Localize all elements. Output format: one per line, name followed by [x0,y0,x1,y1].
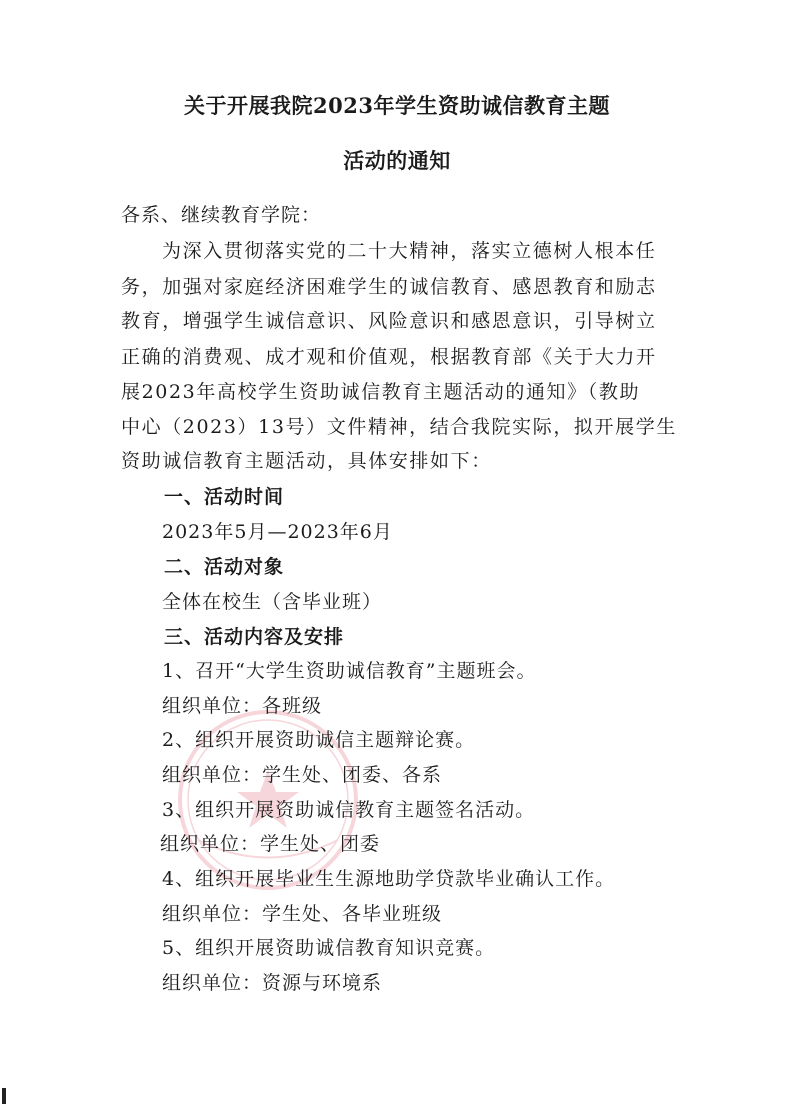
salutation: 各系、继续教育学院： [121,204,322,226]
list-item-5-org: 组织单位：资源与环境系 [162,972,383,994]
body-line-2: 务，加强对家庭经济困难学生的诚信教育、感恩教育和励志 [121,276,657,298]
list-item-1: 1、召开“大学生资助诚信教育”主题班会。 [162,660,537,682]
section-heading-content: 三、活动内容及安排 [164,626,345,648]
document-title-line-1: 关于开展我院2023年学生资助诚信教育主题 [184,93,610,118]
list-item-5: 5、组织开展资助诚信教育知识竞赛。 [162,937,496,959]
body-line-5: 展2023年高校学生资助诚信教育主题活动的通知》（教助 [121,381,641,403]
section-text-target: 全体在校生（含毕业班） [162,591,383,613]
list-item-3: 3、组织开展资助诚信教育主题签名活动。 [162,799,536,821]
list-item-4: 4、组织开展毕业生生源地助学贷款毕业确认工作。 [162,868,616,890]
body-line-4: 正确的消费观、成才观和价值观，根据教育部《关于大力开 [121,346,657,368]
list-item-2-org: 组织单位：学生处、团委、各系 [162,764,443,786]
section-heading-time: 一、活动时间 [164,486,285,508]
scan-edge-mark [2,1088,6,1104]
document-title-line-2: 活动的通知 [343,148,451,173]
body-line-3: 教育，增强学生诚信意识、风险意识和感恩意识，引导树立 [121,310,657,332]
body-line-7: 资助诚信教育主题活动，具体安排如下： [121,450,492,472]
list-item-2: 2、组织开展资助诚信主题辩论赛。 [162,729,476,751]
list-item-3-org: 组织单位：学生处、团委 [160,833,381,855]
section-heading-target: 二、活动对象 [164,556,285,578]
body-line-6: 中心（2023）13号）文件精神，结合我院实际，拟开展学生 [121,416,677,438]
list-item-1-org: 组织单位：各班级 [162,695,323,717]
list-item-4-org: 组织单位：学生处、各毕业班级 [162,903,443,925]
body-line-1: 为深入贯彻落实党的二十大精神，落实立德树人根本任 [162,240,657,262]
section-text-time: 2023年5月—2023年6月 [162,521,393,543]
